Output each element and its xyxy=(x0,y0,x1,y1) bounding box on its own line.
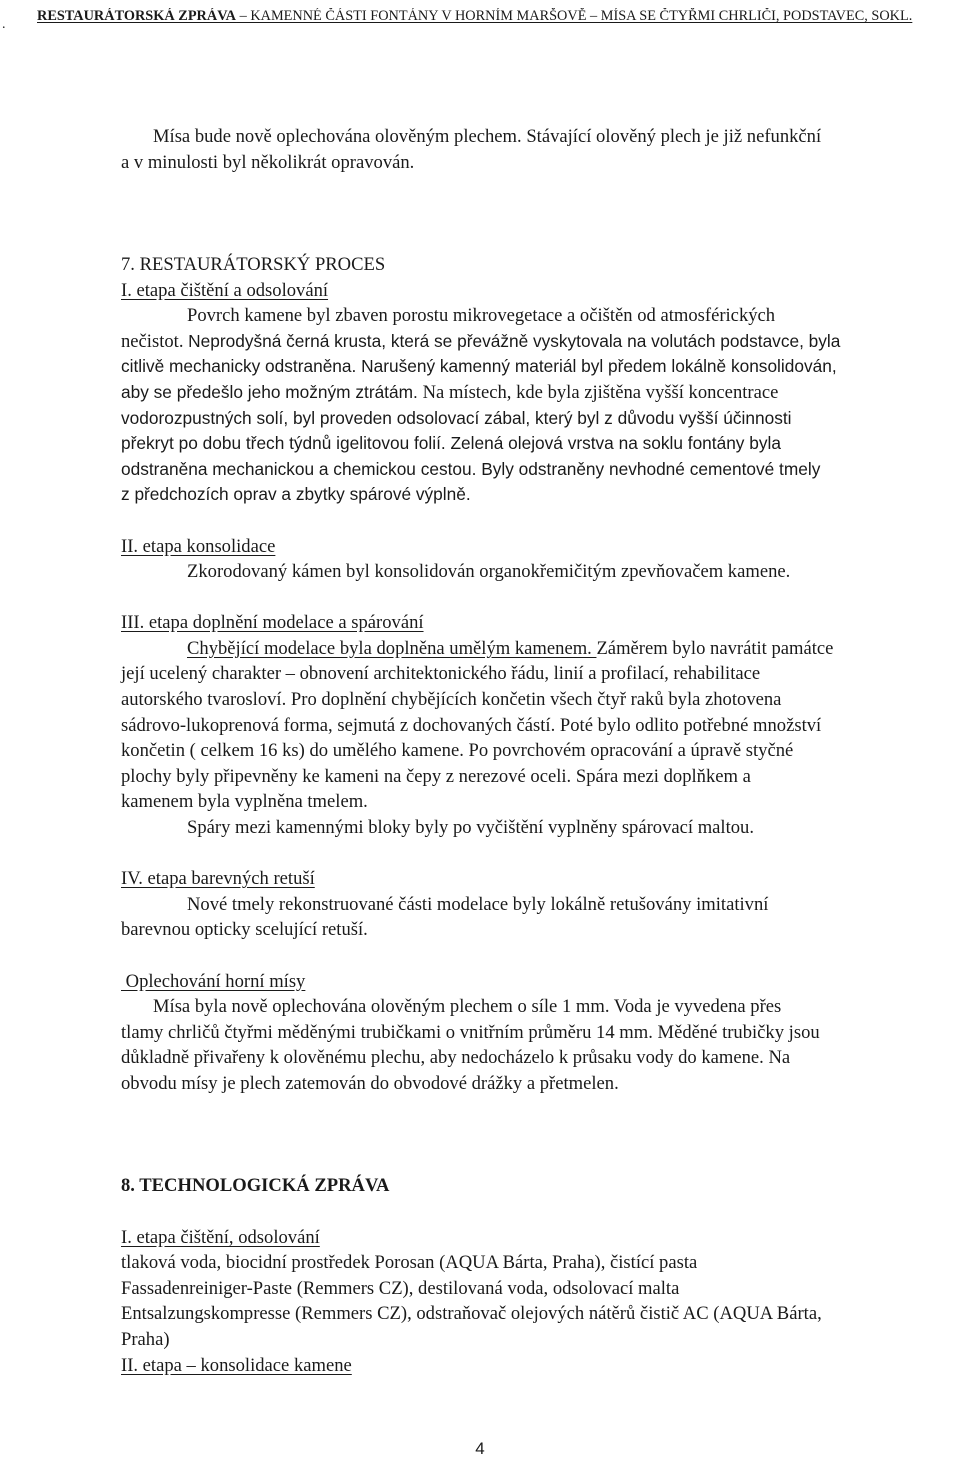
spacer xyxy=(121,175,960,252)
spacer xyxy=(121,585,960,611)
stage-3-title: III. etapa doplnění modelace a spárování xyxy=(121,612,424,634)
text-run: nečistot. xyxy=(121,330,189,352)
stage-1-line xyxy=(121,354,960,380)
stage-3-line xyxy=(121,738,960,764)
header-title: RESTAURÁTORSKÁ ZPRÁVA xyxy=(37,8,237,24)
plating-title: Oplechování horní mísy xyxy=(121,970,306,992)
stage-4-line: Nové tmely rekonstruované části modelace byly lokálně retušovány imitativní xyxy=(187,893,769,915)
plating-line xyxy=(121,1045,960,1071)
text-run: tlamy chrličů čtyřmi měděnými trubičkami o vnitřním průměru 14 mm. xyxy=(121,1021,658,1043)
stage-3-line xyxy=(121,764,960,790)
stage-1-line xyxy=(121,431,960,457)
stage-1-line: z předchozích oprav a zbytky spárové výplně. xyxy=(121,484,471,505)
stage-3-line: Spáry mezi kamennými bloky byly po vyčištění vyplněny spárovací maltou. xyxy=(187,817,755,839)
stage-1-title: I. etapa čištění a odsolování xyxy=(121,279,329,301)
stage-3-line xyxy=(121,687,960,713)
stage-3-line: kamenem byla vyplněna tmelem. xyxy=(121,791,368,813)
text-run: Poté bylo odlito potřebné množství xyxy=(559,714,822,736)
text-run: Mísa byla nově oplechována olověným plechem o síle 1 mm. xyxy=(153,996,614,1018)
stage-1-line xyxy=(121,457,960,483)
text-run: Po povrchovém opracování a úpravě styčné xyxy=(468,740,794,762)
page-corner-dot: . xyxy=(2,17,6,32)
section-7-heading: 7. RESTAURÁTORSKÝ PROCES xyxy=(121,253,386,275)
tech-stage-2-title: II. etapa – konsolidace kamene xyxy=(121,1354,352,1376)
text-run: Chybějící modelace byla doplněna umělým kamenem. xyxy=(187,637,597,659)
text-run: Byly odstraněny nevhodné cementové tmely xyxy=(481,458,821,479)
stage-4-line: barevnou opticky scelující retuší. xyxy=(121,919,368,941)
text-run: Spára mezi doplňkem a xyxy=(575,765,751,787)
text-run: aby se předešlo jeho možným ztrátám. xyxy=(121,381,423,402)
plating-line xyxy=(121,994,960,1020)
text-run: Narušený kamenný materiál byl předem lokálně konsolidován, xyxy=(361,356,837,377)
text-run: Na xyxy=(768,1047,791,1069)
plating-line: obvodu mísy je plech zatemován do obvodové drážky a přetmelen. xyxy=(121,1072,619,1094)
stage-1-line: vodorozpustných solí, byl proveden odsolovací zábal, který byl z důvodu vyšší účinnosti xyxy=(121,407,792,428)
text-run: Na místech, kde byla zjištěna vyšší koncentrace xyxy=(422,381,779,403)
tech-stage-1-line: Fassadenreiniger-Paste (Remmers CZ), destilovaná voda, odsolovací malta xyxy=(121,1277,680,1299)
tech-stage-1-line: Praha) xyxy=(121,1328,170,1350)
spacer xyxy=(121,508,960,534)
tech-stage-1-line: tlaková voda, biocidní prostředek Porosan (AQUA Bárta, Praha), čistící pasta xyxy=(121,1252,698,1274)
text-run: Měděné trubičky jsou xyxy=(657,1021,820,1043)
section-8-heading: 8. TECHNOLOGICKÁ ZPRÁVA xyxy=(121,1175,390,1197)
text-run: důkladně přivařeny k olověnému plechu, aby nedocházelo k průsaku vody do kamene. xyxy=(121,1047,769,1069)
text-run: plochy byly připevněny ke kameni na čepy z nerezové oceli. xyxy=(121,765,576,787)
intro-line: Mísa bude nově oplechována olověným plechem. Stávající olověný plech je již nefunkční xyxy=(153,126,822,147)
text-run: překryt po dobu třech týdnů igelitovou folií. xyxy=(121,433,451,454)
stage-2-title: II. etapa konsolidace xyxy=(121,535,276,557)
text-run: sádrovo-lukoprenová forma, sejmutá z dochovaných částí. xyxy=(121,714,560,736)
text-run: Zelená olejová vrstva na soklu fontány byla xyxy=(450,433,781,454)
text-run: Voda je vyvedena přes xyxy=(613,996,782,1018)
text-run: odstraněna mechanickou a chemickou cestou. xyxy=(121,458,482,479)
page-number: 4 xyxy=(475,1439,485,1458)
text-run: citlivě mechanicky odstraněna. xyxy=(121,356,362,377)
spacer xyxy=(121,1199,960,1225)
tech-stage-1-title: I. etapa čištění, odsolování xyxy=(121,1226,320,1248)
stage-2-line: Zkorodovaný kámen byl konsolidován organokřemičitým zpevňovačem kamene. xyxy=(187,561,791,583)
stage-3-line xyxy=(121,636,960,662)
plating-title-line xyxy=(121,969,960,995)
plating-line xyxy=(121,1020,960,1046)
spacer xyxy=(121,1097,960,1174)
spacer xyxy=(121,841,960,867)
text-run: Neprodyšná černá krusta, která se převážně vyskytovala na volutách podstavce, byla xyxy=(188,330,841,351)
stage-1-line xyxy=(121,380,960,406)
intro-line: a v minulosti byl několikrát opravován. xyxy=(121,151,415,173)
stage-1-line xyxy=(121,329,960,355)
text-run: Pro doplnění chybějících končetin všech čtyř raků byla zhotovena xyxy=(290,689,782,711)
stage-1-line: Povrch kamene byl zbaven porostu mikrovegetace a očištěn od atmosférických xyxy=(187,305,776,327)
tech-stage-1-line: Entsalzungskompresse (Remmers CZ), odstraňovač olejových nátěrů čistič AC (AQUA Bárta, xyxy=(121,1303,822,1325)
stage-3-line xyxy=(121,713,960,739)
header-subtitle: – KAMENNÉ ČÁSTI FONTÁNY V HORNÍM MARŠOVĚ – MÍSA SE ČTYŘMI CHRLIČI, PODSTAVEC, SOKL. xyxy=(236,8,913,24)
page-header xyxy=(37,8,957,25)
text-run: autorského tvarosloví. xyxy=(121,689,291,711)
spacer xyxy=(121,943,960,969)
text-run: Záměrem bylo navrátit památce xyxy=(596,637,834,659)
text-run: končetin ( celkem 16 ks) do umělého kamene. xyxy=(121,740,469,762)
stage-3-line: její ucelený charakter – obnovení architektonického řádu, linií a profilací, rehabilitace xyxy=(121,663,761,685)
stage-4-title: IV. etapa barevných retuší xyxy=(121,868,315,890)
document-body xyxy=(121,124,960,1378)
